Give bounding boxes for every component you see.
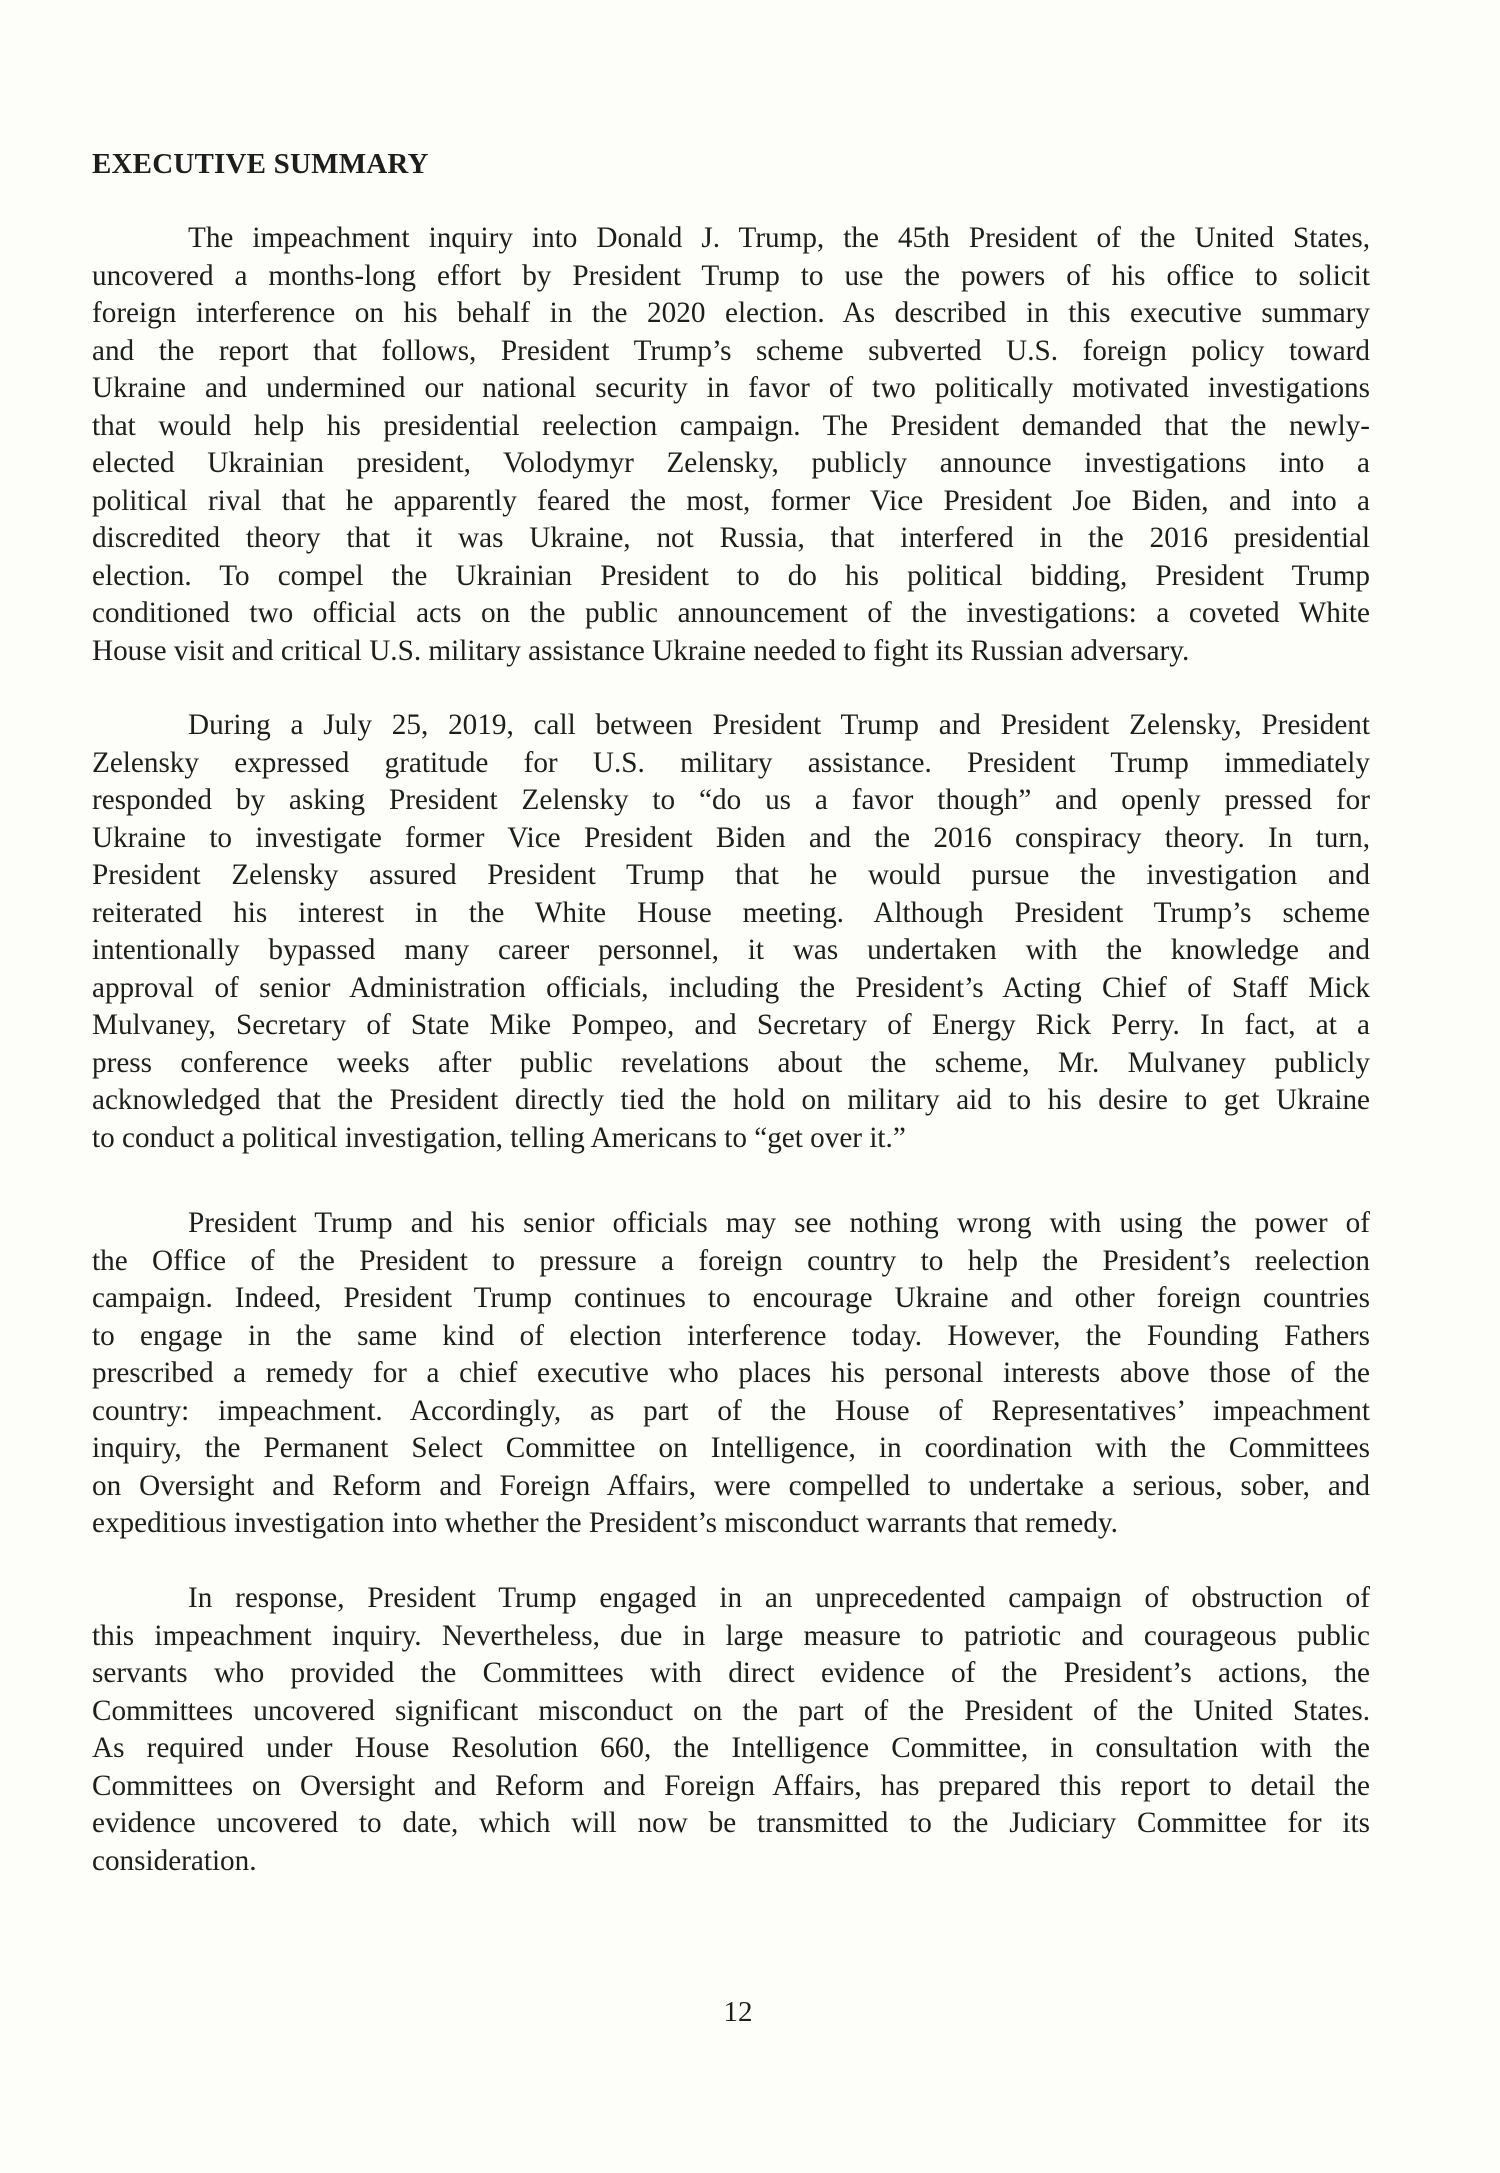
paragraph-line: election. To compel the Ukrainian President to do his political bidding, President Trump <box>92 559 1370 592</box>
paragraph-line: The impeachment inquiry into Donald J. Trump, the 45th President of the United States, <box>188 222 1370 254</box>
paragraph-line: During a July 25, 2019, call between President Trump and President Zelensky, President <box>188 709 1370 741</box>
paragraph-line: servants who provided the Committees with direct evidence of the President’s actions, the <box>92 1657 1370 1689</box>
paragraph-line: House visit and critical U.S. military assistance Ukraine needed to fight its Russian adversary. <box>92 634 1190 667</box>
paragraph-line: Committees uncovered significant misconduct on the part of the President of the United States. <box>92 1694 1370 1727</box>
paragraph-line: President Zelensky assured President Trump that he would pursue the investigation and <box>92 859 1370 891</box>
paragraph-line: prescribed a remedy for a chief executive who places his personal interests above those of the <box>92 1357 1370 1389</box>
paragraph-line: to engage in the same kind of election interference today. However, the Founding Fathers <box>92 1319 1370 1352</box>
paragraph-line: discredited theory that it was Ukraine, not Russia, that interfered in the 2016 presidential <box>92 522 1370 554</box>
paragraph-line: intentionally bypassed many career personnel, it was undertaken with the knowledge and <box>92 934 1370 966</box>
paragraph-4 <box>92 1580 1370 1880</box>
paragraph-line: to conduct a political investigation, telling Americans to “get over it.” <box>92 1121 906 1154</box>
paragraph-line: In response, President Trump engaged in an unprecedented campaign of obstruction of <box>188 1582 1370 1614</box>
page-number-container <box>0 1994 1500 2031</box>
paragraph-line: acknowledged that the President directly tied the hold on military aid to his desire to get Ukraine <box>92 1084 1370 1116</box>
section-heading: EXECUTIVE SUMMARY <box>92 148 429 180</box>
paragraph-line: Zelensky expressed gratitude for U.S. military assistance. President Trump immediately <box>92 746 1370 779</box>
paragraph-line: inquiry, the Permanent Select Committee on Intelligence, in coordination with the Committees <box>92 1432 1370 1464</box>
paragraph-2 <box>92 707 1370 1157</box>
paragraph-line: Ukraine to investigate former Vice President Biden and the 2016 conspiracy theory. In turn, <box>92 821 1370 854</box>
paragraph-line: Mulvaney, Secretary of State Mike Pompeo, and Secretary of Energy Rick Perry. In fact, at a <box>92 1009 1370 1041</box>
paragraph-line: uncovered a months-long effort by President Trump to use the powers of his office to solicit <box>92 259 1370 292</box>
paragraph-line: As required under House Resolution 660, the Intelligence Committee, in consultation with the <box>92 1732 1370 1764</box>
paragraph-3 <box>92 1205 1370 1543</box>
paragraph-line: consideration. <box>92 1844 257 1877</box>
paragraph-line: on Oversight and Reform and Foreign Affairs, were compelled to undertake a serious, sober, and <box>92 1469 1370 1502</box>
paragraph-line: responded by asking President Zelensky to “do us a favor though” and openly pressed for <box>92 784 1370 816</box>
paragraph-line: foreign interference on his behalf in the 2020 election. As described in this executive summary <box>92 297 1370 329</box>
paragraph-line: the Office of the President to pressure a foreign country to help the President’s reelection <box>92 1244 1370 1277</box>
paragraph-line: expeditious investigation into whether the President’s misconduct warrants that remedy. <box>92 1507 1118 1539</box>
page-number: 12 <box>723 1996 753 2028</box>
paragraph-line: evidence uncovered to date, which will now be transmitted to the Judiciary Committee for its <box>92 1807 1370 1839</box>
paragraph-line: political rival that he apparently feared the most, former Vice President Joe Biden, and into a <box>92 484 1370 517</box>
paragraph-line: country: impeachment. Accordingly, as part of the House of Representatives’ impeachment <box>92 1394 1370 1427</box>
paragraph-line: press conference weeks after public revelations about the scheme, Mr. Mulvaney publicly <box>92 1046 1370 1079</box>
paragraph-line: approval of senior Administration officials, including the President’s Acting Chief of Staff Mick <box>92 971 1370 1004</box>
paragraph-line: reiterated his interest in the White House meeting. Although President Trump’s scheme <box>92 896 1370 929</box>
paragraph-line: Ukraine and undermined our national security in favor of two politically motivated investigations <box>92 372 1370 404</box>
paragraph-line: Committees on Oversight and Reform and Foreign Affairs, has prepared this report to detail the <box>92 1769 1370 1802</box>
paragraph-line: elected Ukrainian president, Volodymyr Zelensky, publicly announce investigations into a <box>92 447 1370 479</box>
paragraph-line: conditioned two official acts on the public announcement of the investigations: a coveted White <box>92 597 1370 629</box>
paragraph-line: campaign. Indeed, President Trump continues to encourage Ukraine and other foreign countries <box>92 1282 1370 1314</box>
paragraph-line: President Trump and his senior officials may see nothing wrong with using the power of <box>188 1207 1370 1239</box>
paragraph-1 <box>92 220 1370 670</box>
paragraph-line: that would help his presidential reelection campaign. The President demanded that the newly- <box>92 409 1370 442</box>
paragraph-line: this impeachment inquiry. Nevertheless, due in large measure to patriotic and courageous public <box>92 1619 1370 1652</box>
paragraph-line: and the report that follows, President Trump’s scheme subverted U.S. foreign policy toward <box>92 334 1370 367</box>
